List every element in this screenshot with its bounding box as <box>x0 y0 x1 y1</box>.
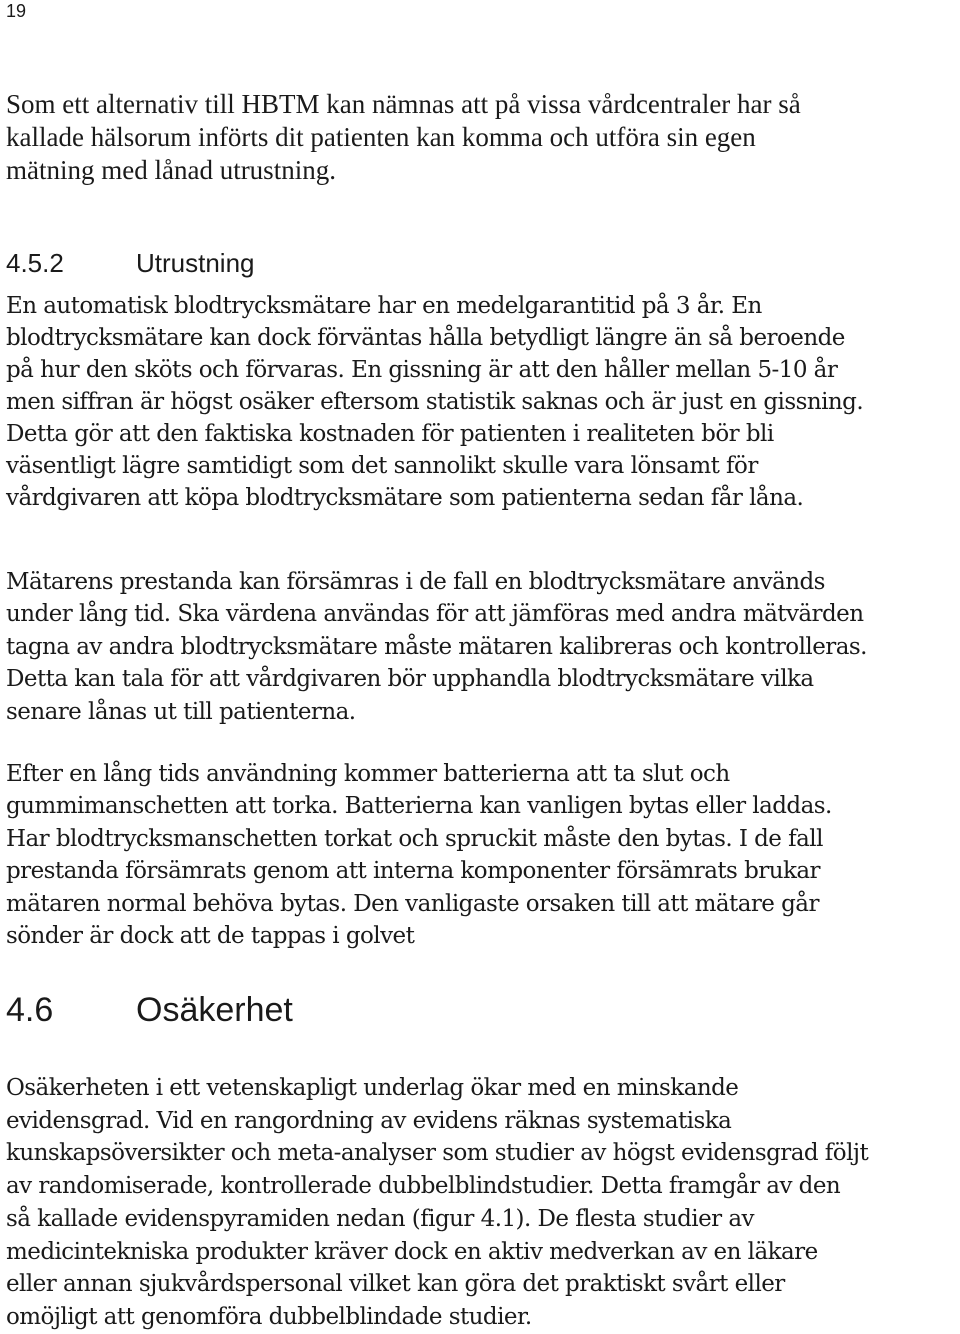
equipment-paragraph-2 <box>6 566 956 728</box>
section-title: Osäkerhet <box>136 991 293 1029</box>
paragraph-line: eller annan sjukvårdspersonal vilket kan göra det praktiskt svårt eller <box>6 1271 785 1298</box>
paragraph-line: på hur den sköts och förvaras. En gissning är att den håller mellan 5-10 år <box>6 357 838 383</box>
paragraph-line: sönder är dock att de tappas i golvet <box>6 923 415 950</box>
paragraph-line: men siffran är högst osäker eftersom statistik saknas och är just en gissning. <box>6 389 864 415</box>
paragraph-line: Mätarens prestanda kan försämras i de fall en blodtrycksmätare används <box>6 569 825 595</box>
paragraph-line: Detta kan tala för att vårdgivaren bör upphandla blodtrycksmätare vilka <box>6 666 814 693</box>
section-title: Utrustning <box>136 248 255 278</box>
section-heading-4-5-2 <box>6 246 255 280</box>
paragraph-line: tagna av andra blodtrycksmätare måste mätaren kalibreras och kontrolleras. <box>6 633 867 660</box>
page-number: 19 <box>6 1 27 21</box>
equipment-paragraph-3 <box>6 758 956 952</box>
paragraph-line: mätaren normal behöva bytas. Den vanligaste orsaken till att mätare går <box>6 890 819 917</box>
paragraph-line: mätning med lånad utrustning. <box>6 155 336 185</box>
section-number: 4.5.2 <box>6 248 64 278</box>
paragraph-line: vårdgivaren att köpa blodtrycksmätare som patienterna sedan får låna. <box>6 485 804 511</box>
section-heading-4-6 <box>6 988 293 1032</box>
paragraph-line: senare lånas ut till patienterna. <box>6 698 356 725</box>
paragraph-line: kallade hälsorum införts dit patienten kan komma och utföra sin egen <box>6 122 756 152</box>
paragraph-line: Som ett alternativ till HBTM kan nämnas att på vissa vårdcentraler har så <box>6 89 801 119</box>
paragraph-line: under lång tid. Ska värdena användas för att jämföras med andra mätvärden <box>6 601 864 628</box>
paragraph-line: medicintekniska produkter kräver dock en aktiv medverkan av en läkare <box>6 1238 818 1265</box>
paragraph-line: evidensgrad. Vid en rangordning av evidens räknas systematiska <box>6 1107 732 1134</box>
paragraph-line: Efter en lång tids användning kommer batterierna att ta slut och <box>6 761 730 787</box>
uncertainty-paragraph <box>6 1072 956 1334</box>
paragraph-line: blodtrycksmätare kan dock förväntas hålla betydligt längre än så beroende <box>6 325 845 351</box>
paragraph-line: Osäkerheten i ett vetenskapligt underlag ökar med en minskande <box>6 1075 739 1101</box>
paragraph-line: En automatisk blodtrycksmätare har en medelgarantitid på 3 år. En <box>6 293 762 319</box>
intro-paragraph <box>6 88 956 187</box>
paragraph-line: kunskapsöversikter och meta-analyser som studier av högst evidensgrad följt <box>6 1140 869 1167</box>
paragraph-line: prestanda försämrats genom att interna komponenter försämrats brukar <box>6 858 820 885</box>
paragraph-line: Har blodtrycksmanschetten torkat och spruckit måste den bytas. I de fall <box>6 825 823 852</box>
paragraph-line: omöjligt att genomföra dubbelblindade studier. <box>6 1303 532 1330</box>
section-number: 4.6 <box>6 991 54 1029</box>
paragraph-line: så kallade evidenspyramiden nedan (figur 4.1). De flesta studier av <box>6 1205 754 1232</box>
paragraph-line: väsentligt lägre samtidigt som det sannolikt skulle vara lönsamt för <box>6 453 758 479</box>
paragraph-line: Detta gör att den faktiska kostnaden för patienten i realiteten bör bli <box>6 421 774 447</box>
paragraph-line: av randomiserade, kontrollerade dubbelblindstudier. Detta framgår av den <box>6 1173 841 1200</box>
equipment-paragraph-1 <box>6 290 956 514</box>
paragraph-line: gummimanschetten att torka. Batterierna kan vanligen bytas eller laddas. <box>6 793 832 820</box>
